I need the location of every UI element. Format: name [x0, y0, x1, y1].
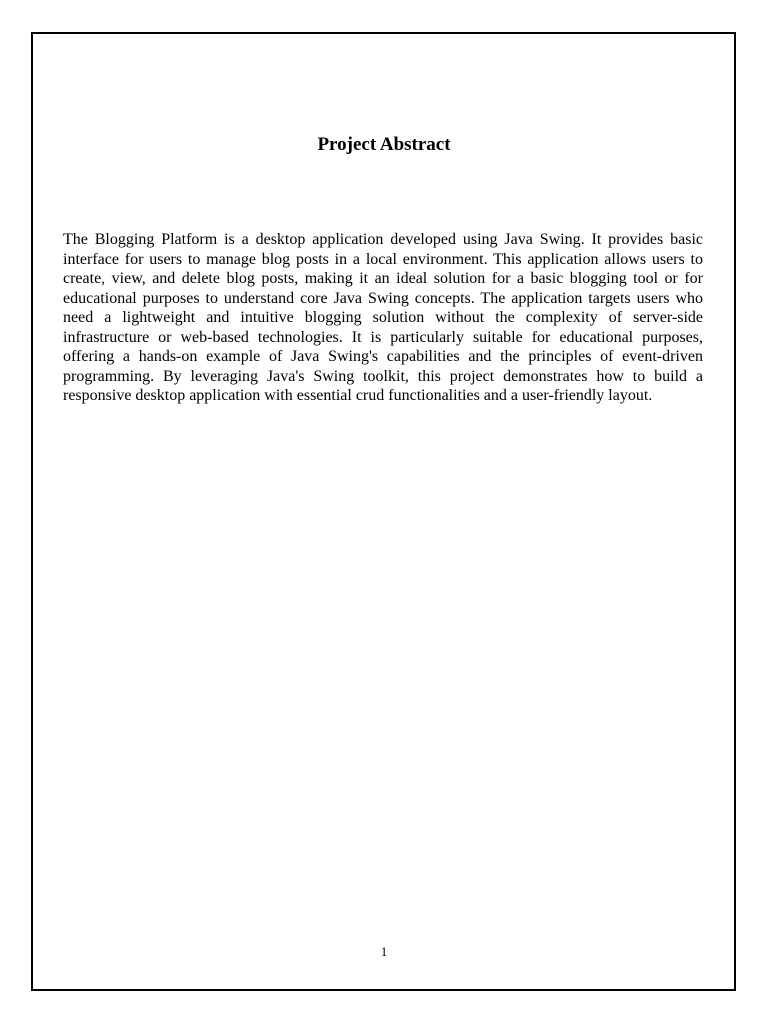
abstract-paragraph: The Blogging Platform is a desktop application developed using Java Swing. It provides basic interface for users to manage blog posts in a local environment. This application allows users to create, view, and delete blog posts, making it an ideal solution for a basic blogging tool or for educational purposes to understand core Java Swing concepts. The application targets users who need a lightweight and intuitive blogging solution without the complexity of server-side infrastructure or web-based technologies. It is particularly suitable for educational purposes, offering a hands-on example of Java Swing's capabilities and the principles of event-driven programming. By leveraging Java's Swing toolkit, this project demonstrates how to build a responsive desktop application with essential crud functionalities and a user-friendly layout. [63, 231, 703, 404]
page-border [31, 32, 736, 991]
page-title: Project Abstract [317, 134, 451, 155]
page-number: 1 [380, 944, 388, 959]
